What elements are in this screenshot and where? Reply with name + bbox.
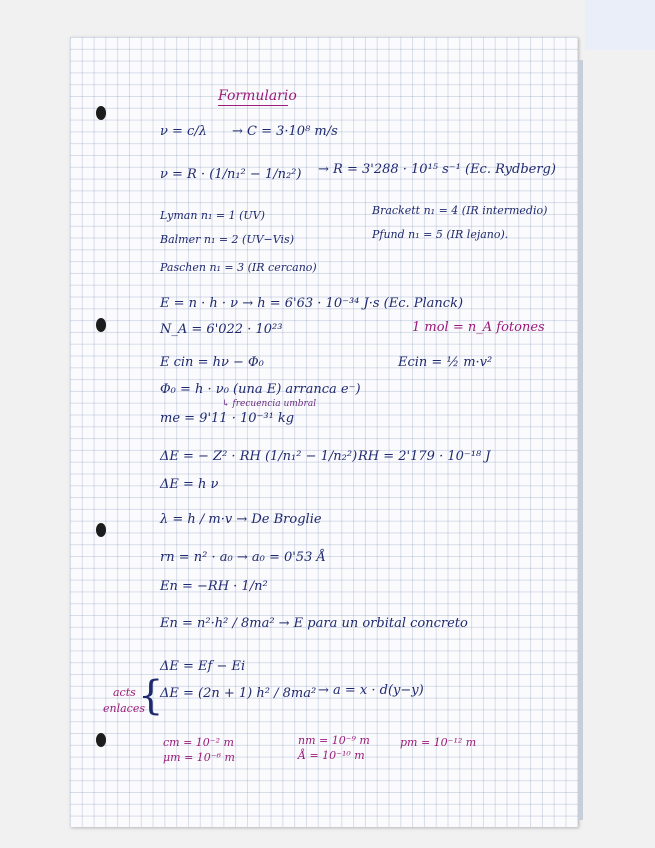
binder-hole: [96, 733, 106, 747]
series-pfund: Pfund n₁ = 5 (IR lejano).: [372, 228, 509, 241]
formula-kinetic-mv2: Ecin = ½ m·v²: [398, 355, 493, 370]
formula-kinetic-energy: E cin = hν − Φ₀: [160, 355, 264, 370]
avogadro: N_A = 6'022 · 10²³: [160, 322, 283, 337]
formula-delta-e-box: ΔE = (2n + 1) h² / 8ma²: [160, 686, 317, 701]
rh-constant: RH = 2'179 · 10⁻¹⁸ J: [358, 449, 491, 464]
formula-delta-e-hnu: ΔE = h ν: [160, 477, 219, 492]
unit-nm: nm = 10⁻⁹ m: [298, 734, 370, 747]
unit-cm: cm = 10⁻² m: [163, 736, 234, 749]
series-brackett: Brackett n₁ = 4 (IR intermedio): [372, 204, 548, 217]
page-title: Formulario: [218, 88, 297, 104]
formula-delta-e-final: ΔE = Ef − Ei: [160, 659, 246, 674]
page-edge: [578, 60, 583, 820]
binder-hole: [96, 523, 106, 537]
binder-hole: [96, 318, 106, 332]
series-lyman: Lyman n₁ = 1 (UV): [160, 209, 265, 222]
margin-note-acts: acts: [113, 686, 136, 699]
formula-bohr-radius: rn = n² · a₀ → a₀ = 0'53 Å: [160, 550, 326, 565]
formula-frequency: ν = c/λ: [160, 124, 207, 139]
series-balmer: Balmer n₁ = 2 (UV−Vis): [160, 233, 294, 246]
formula-rydberg: ν = R · (1/n₁² − 1/n₂²): [160, 167, 302, 182]
formula-de-broglie: λ = h / m·v → De Broglie: [160, 512, 322, 527]
formula-a: → a = x · d(y−y): [318, 683, 424, 698]
series-paschen: Paschen n₁ = 3 (IR cercano): [160, 261, 317, 274]
formula-planck: E = n · h · ν → h = 6'63 · 10⁻³⁴ J·s (Ec. Planck): [160, 296, 464, 311]
formula-work-function: Φ₀ = h · ν₀ (una E) arranca e⁻): [160, 382, 361, 397]
mol-photons: 1 mol = n_A fotones: [412, 320, 545, 335]
threshold-note: ↳ frecuencia umbral: [222, 399, 317, 409]
rydberg-constant: → R = 3'288 · 10¹⁵ s⁻¹ (Ec. Rydberg): [318, 162, 556, 177]
formula-energy-difference: ΔE = − Z² · RH (1/n₁² − 1/n₂²): [160, 449, 358, 464]
margin-note-enlaces: enlaces: [103, 702, 145, 715]
speed-of-light: → C = 3·10⁸ m/s: [232, 124, 338, 139]
unit-pm: pm = 10⁻¹² m: [400, 736, 477, 749]
unit-um: μm = 10⁻⁶ m: [163, 751, 235, 764]
unit-angstrom: Å = 10⁻¹⁰ m: [298, 749, 365, 762]
curly-brace: {: [138, 673, 164, 719]
formula-energy-level: En = −RH · 1/n²: [160, 579, 268, 594]
formula-particle-in-box: En = n²·h² / 8ma² → E para un orbital concreto: [160, 616, 468, 631]
title-underline: [218, 105, 288, 106]
background-blue-corner: [585, 0, 655, 50]
binder-hole: [96, 106, 106, 120]
electron-mass: me = 9'11 · 10⁻³¹ kg: [160, 411, 295, 426]
